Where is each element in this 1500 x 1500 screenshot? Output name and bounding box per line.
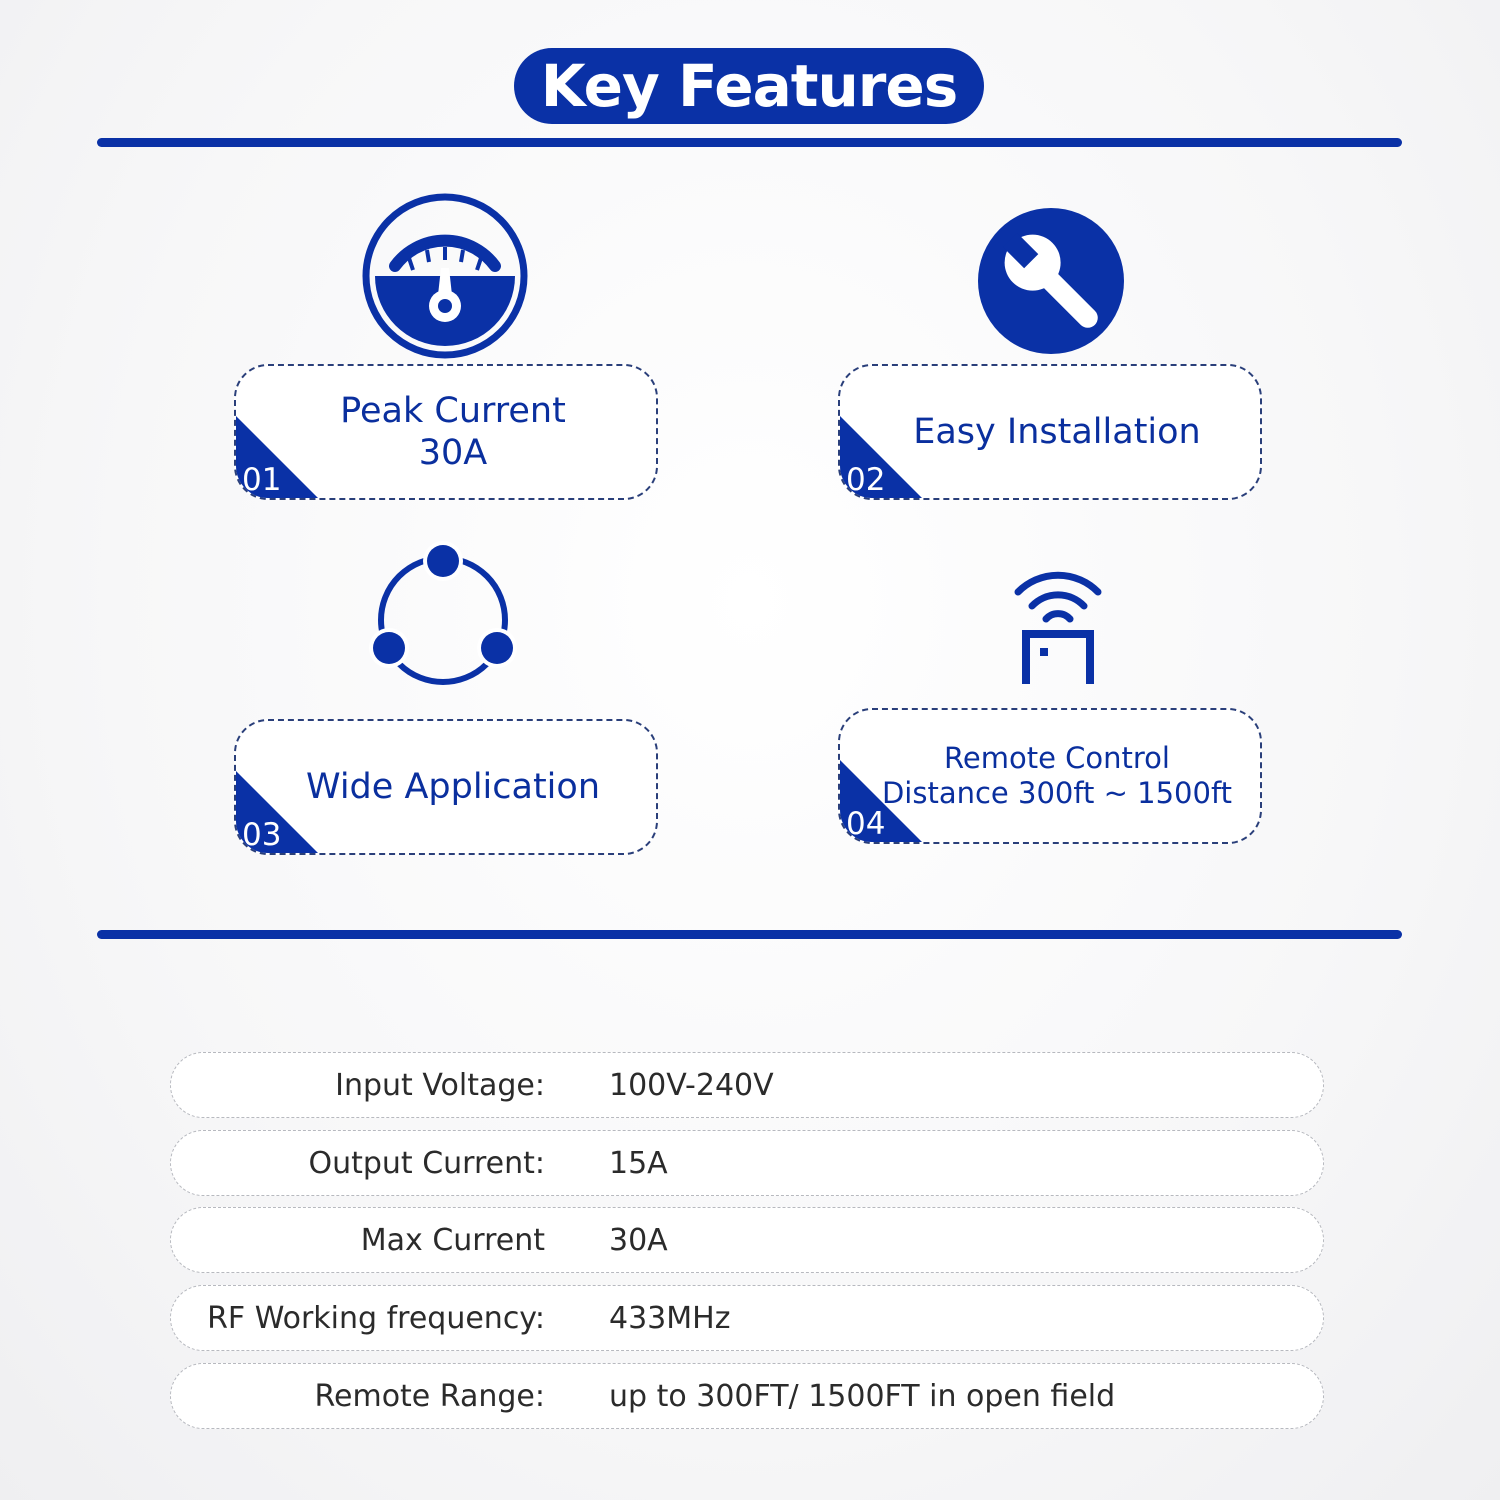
top-divider [97, 138, 1402, 147]
feature-label-line: Distance 300ft ~ 1500ft [881, 776, 1233, 810]
feature-label [266, 366, 640, 498]
spec-label: Max Current [360, 1222, 545, 1258]
spec-label: RF Working frequency: [207, 1300, 545, 1336]
spec-value: 30A [609, 1222, 668, 1258]
bottom-divider [97, 930, 1402, 939]
feature-label: Wide Application [306, 767, 600, 807]
feature-label-line: Remote Control [944, 741, 1170, 776]
feature-number: 02 [846, 462, 886, 498]
spec-label: Input Voltage: [335, 1067, 545, 1103]
feature-number: 03 [242, 817, 282, 853]
spec-value: 15A [609, 1145, 668, 1181]
feature-card-easy-installation [838, 364, 1262, 500]
feature-number: 04 [846, 806, 886, 842]
feature-card-remote-control [838, 708, 1262, 844]
feature-label [870, 710, 1244, 842]
spec-value: 433MHz [609, 1300, 731, 1336]
page-title: Key Features [514, 48, 984, 124]
gauge-icon [361, 192, 529, 360]
spec-value: 100V-240V [609, 1067, 774, 1103]
feature-number: 01 [242, 462, 282, 498]
spec-value: up to 300FT/ 1500FT in open field [609, 1378, 1116, 1414]
wireless-remote-icon [1010, 562, 1106, 688]
feature-card-wide-application [234, 719, 658, 855]
spec-label: Output Current: [308, 1145, 545, 1181]
spec-row-remote-range [170, 1363, 1324, 1429]
spec-row-rf-frequency [170, 1285, 1324, 1351]
spec-row-output-current [170, 1130, 1324, 1196]
feature-label-line: Peak Current [340, 391, 566, 431]
feature-card-peak-current [234, 364, 658, 500]
spec-label: Remote Range: [314, 1378, 545, 1414]
spec-row-max-current [170, 1207, 1324, 1273]
wrench-icon [977, 207, 1125, 355]
feature-label-line: 30A [418, 433, 488, 473]
spec-row-input-voltage [170, 1052, 1324, 1118]
feature-label: Easy Installation [913, 412, 1201, 452]
network-nodes-icon [368, 540, 518, 696]
